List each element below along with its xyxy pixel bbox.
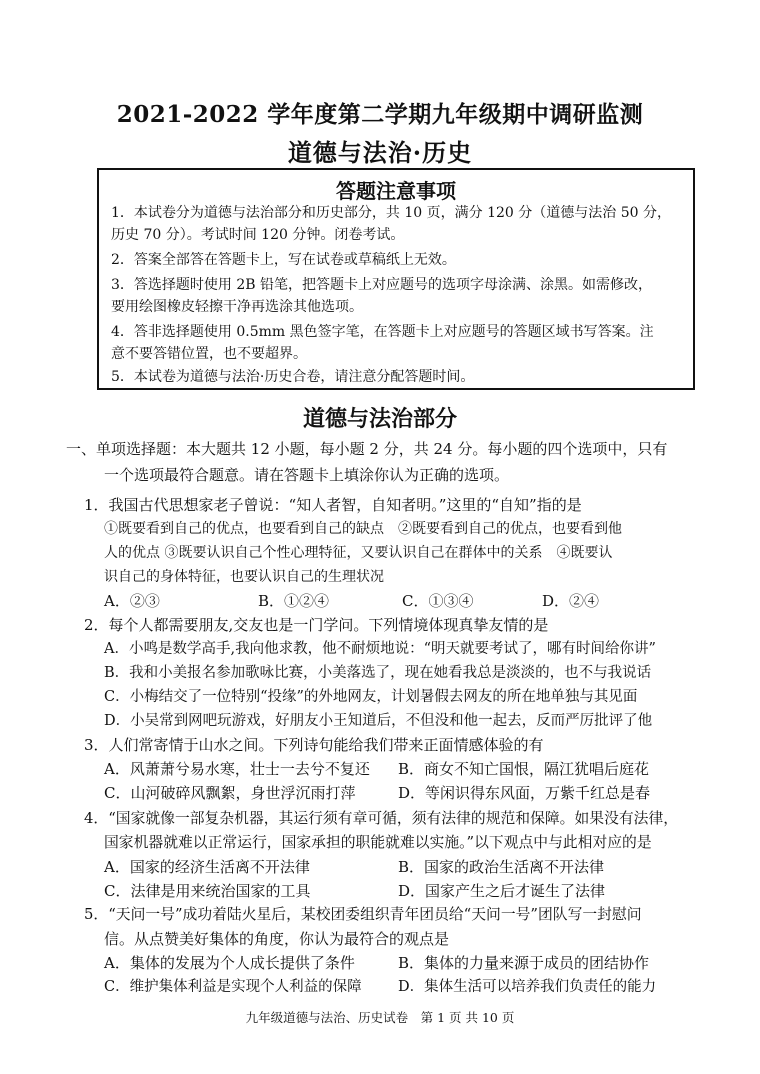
question-1-option-d: D．②④ xyxy=(542,592,600,610)
question-3-option-d: D．等闲识得东风面，万紫千红总是春 xyxy=(398,784,651,802)
question-4-stem: 4．“国家就像一部复杂机器，其运行须有章可循，须有法律的规范和保障。如果没有法律， xyxy=(84,810,679,827)
question-5-option-d: D．集体生活可以培养我们负责任的能力 xyxy=(398,979,657,995)
question-4-option-c: C．法律是用来统治国家的工具 xyxy=(104,882,311,900)
question-1-option-b: B．①②④ xyxy=(258,592,330,610)
question-4-option-d: D．国家产生之后才诞生了法律 xyxy=(398,882,606,900)
section-instructions-cont: 一个选项最符合题意。请在答题卡上填涂你认为正确的选项。 xyxy=(104,466,510,484)
question-3-stem: 3．人们常寄情于山水之间。下列诗句能给我们带来正面情感体验的有 xyxy=(84,736,544,754)
page-footer: 九年级道德与法治、历史试卷 第 1 页 共 10 页 xyxy=(245,1010,515,1025)
question-3-option-a: A．风萧萧兮易水寒，壮士一去兮不复还 xyxy=(104,760,370,778)
notice-line: 意不要答错位置，也不要超界。 xyxy=(111,346,307,362)
section-instructions: 一、单项选择题：本大题共 12 小题，每小题 2 分，共 24 分。每小题的四个选项中，只有 xyxy=(66,440,668,458)
question-5-stem-cont: 信。从点赞美好集体的角度，你认为最符合的观点是 xyxy=(104,930,450,948)
question-3-option-b: B．商女不知亡国恨，隔江犹唱后庭花 xyxy=(398,760,650,778)
question-4-option-b: B．国家的政治生活离不开法律 xyxy=(398,858,605,876)
notice-line: 历史 70 分）。考试时间 120 分钟。闭卷考试。 xyxy=(111,227,405,243)
notice-title: 答题注意事项 xyxy=(336,179,456,203)
notice-line: 4．答非选择题使用 0.5mm 黑色签字笔，在答题卡上对应题号的答题区域书写答案。注 xyxy=(111,324,654,340)
question-1-option-a: A．②③ xyxy=(104,592,160,610)
question-5-option-c: C．维护集体利益是实现个人利益的保障 xyxy=(104,979,362,995)
notice-line: 要用绘图橡皮轻擦干净再选涂其他选项。 xyxy=(111,299,363,315)
notice-line: 5．本试卷为道德与法治·历史合卷，请注意分配答题时间。 xyxy=(111,369,475,385)
question-3-option-c: C．山河破碎风飘絮，身世浮沉雨打萍 xyxy=(104,784,356,802)
exam-subtitle: 道德与法治·历史 xyxy=(287,138,473,167)
question-2-option-c: C．小梅结交了一位特别“投缘”的外地网友，计划暑假去网友的所在地单独与其见面 xyxy=(104,689,638,705)
question-1-option-c: C．①③④ xyxy=(402,592,474,610)
notice-line: 3．答选择题时使用 2B 铅笔，把答题卡上对应题号的选项字母涂满、涂黑。如需修改， xyxy=(111,277,653,293)
question-1-stem: 1．我国古代思想家老子曾说：“知人者智，自知者明。”这里的“自知”指的是 xyxy=(84,496,582,514)
question-1-line: ①既要看到自己的优点，也要看到自己的缺点 ②既要看到自己的优点，也要看到他 xyxy=(104,521,622,537)
question-2-stem: 2．每个人都需要朋友,交友也是一门学问。下列情境体现真挚友情的是 xyxy=(84,616,549,634)
notice-line: 2．答案全部答在答题卡上，写在试卷或草稿纸上无效。 xyxy=(111,252,456,268)
question-5-option-a: A．集体的发展为个人成长提供了条件 xyxy=(104,954,355,972)
section-title: 道德与法治部分 xyxy=(302,406,457,432)
question-2-option-d: D．小吴常到网吧玩游戏，好朋友小王知道后，不但没和他一起去，反而严厉批评了他 xyxy=(104,713,653,729)
question-4-option-a: A．国家的经济生活离不开法律 xyxy=(104,858,310,876)
question-5-option-b: B．集体的力量来源于成员的团结协作 xyxy=(398,954,650,972)
exam-title: 2021-2022 学年度第二学期九年级期中调研监测 xyxy=(116,101,644,128)
question-5-stem: 5．“天问一号”成功着陆火星后，某校团委组织青年团员给“天问一号”团队写一封慰问 xyxy=(84,906,642,923)
question-2-option-a: A．小鸣是数学高手,我向他求教，他不耐烦地说：“明天就要考试了，哪有时间给你讲” xyxy=(104,641,656,657)
question-1-line: 人的优点 ③既要认识自己个性心理特征，又要认识自己在群体中的关系 ④既要认 xyxy=(104,545,613,561)
notice-line: 1．本试卷分为道德与法治部分和历史部分，共 10 页，满分 120 分（道德与法治 50 分， xyxy=(111,205,671,221)
question-1-line: 识自己的身体特征，也要认识自己的生理状况 xyxy=(104,569,384,585)
question-4-stem-cont: 国家机器就难以正常运行，国家承担的职能就难以实施。”以下观点中与此相对应的是 xyxy=(104,834,652,851)
notice-box xyxy=(97,168,695,390)
question-2-option-b: B．我和小美报名参加歌咏比赛，小美落选了，现在她看我总是淡淡的，也不与我说话 xyxy=(104,665,652,681)
